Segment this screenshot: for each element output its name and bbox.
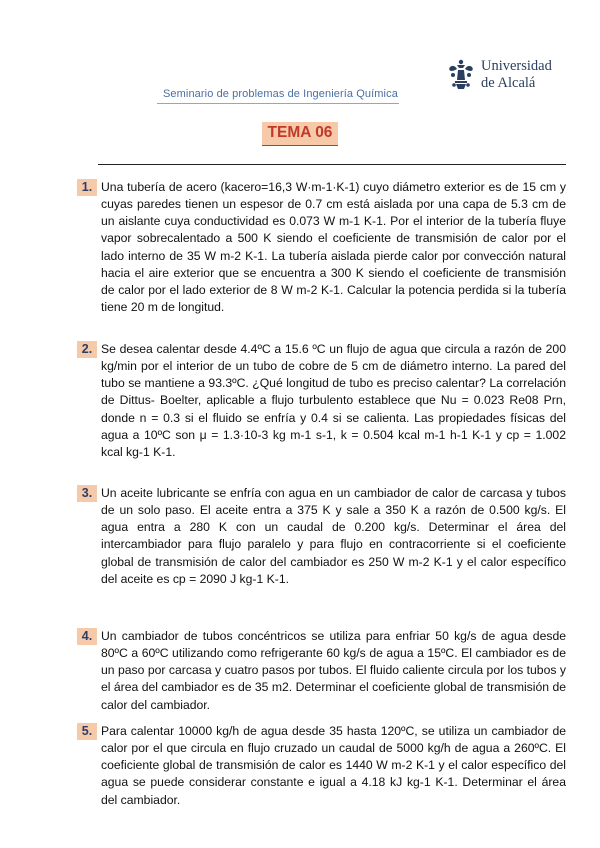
title-divider bbox=[98, 164, 566, 165]
university-logo bbox=[444, 58, 564, 94]
tema-title-badge: TEMA 06 bbox=[262, 122, 339, 146]
problem-number: 5. bbox=[77, 723, 97, 740]
problem-number: 3. bbox=[77, 485, 97, 502]
header-divider bbox=[157, 103, 399, 104]
logo-text-line2: de Alcalá bbox=[481, 75, 536, 91]
problem-text: Para calentar 10000 kg/h de agua desde 35 hasta 120ºC, se utiliza un cambiador de calor por el que circula en flujo cruzado un caudal de 5000 kg/h de agua a 260ºC. El coeficiente global de transmisión de calor es 1440 W m-2 K-1 y el calor específico del agua se puede considerar constante e igual a 4.18 kJ kg-1 K-1. Determinar el área del cambiador. bbox=[101, 724, 566, 807]
problem-number: 1. bbox=[77, 179, 97, 196]
problem-text: Un aceite lubricante se enfría con agua en un cambiador de calor de carcasa y tubos de un solo paso. El aceite entra a 375 K y sale a 350 K a razón de 0.500 kg/s. El agua entra a 280 K con un caudal de 0.200 kg/s. Determinar el área del intercambiador para flujo paralelo y para flujo en contracorriente si el coeficiente global de transmisión de calor del cambiador es 250 W m-2 K-1 y el calor específico del aceite es cp = 2090 J kg-1 K-1. bbox=[101, 486, 566, 586]
problem-number: 4. bbox=[77, 628, 97, 645]
header-subtitle: Seminario de problemas de Ingeniería Química bbox=[163, 88, 398, 100]
problem-number: 2. bbox=[77, 341, 97, 358]
problem-text: Un cambiador de tubos concéntricos se utiliza para enfriar 50 kg/s de agua desde 80ºC a 60ºC utilizando como refrigerante 60 kg/s de agua a 15ºC. El cambiador es de un paso por carcasa y cuatro pasos por tubos. El fluido caliente circula por los tubos y el área del cambiador es de 35 m2. Determinar el coeficiente global de transmisión de calor del cambiador. bbox=[101, 629, 566, 712]
logo-text-line1: Universidad bbox=[481, 58, 552, 74]
problem-text: Se desea calentar desde 4.4ºC a 15.6 ºC un flujo de agua que circula a razón de 200 kg/min por el interior de un tubo de cobre de 5 cm de diámetro interno. La pared del tubo se mantiene a 93.3ºC. ¿Qué longitud de tubo es preciso calentar? La correlación de Dittus- Boelter, aplicable a flujo turbulento establece que Nu = 0.023 Re08 Prn, donde n = 0.3 si el fluido se enfría y 0.4 si se calienta. Las propiedades físicas del agua a 10ºC son μ = 1.3·10-3 kg m-1 s-1, k = 0.504 kcal m-1 h-1 K-1 y cp = 1.002 kcal kg-1 K-1. bbox=[101, 342, 566, 459]
university-crest-icon bbox=[444, 58, 478, 92]
problem-text: Una tubería de acero (kacero=16,3 W·m-1·K-1) cuyo diámetro exterior es de 15 cm y cuyas paredes tienen un espesor de 0.7 cm está aislada por una capa de 5.3 cm de un aislante cuya conductividad es 0.073 W m-1 K-1. Por el interior de la tubería fluye vapor sobrecalentado a 500 K siendo el coeficiente de transmisión de calor por el lado interno de 35 W m-2 K-1. La tubería aislada pierde calor por convección natural hacia el aire exterior que se encuentra a 300 K siendo el coeficiente de transmisión de calor por el lado exterior de 8 W m-2 K-1. Calcular la potencia perdida si la tubería tiene 20 m de longitud. bbox=[101, 180, 566, 315]
